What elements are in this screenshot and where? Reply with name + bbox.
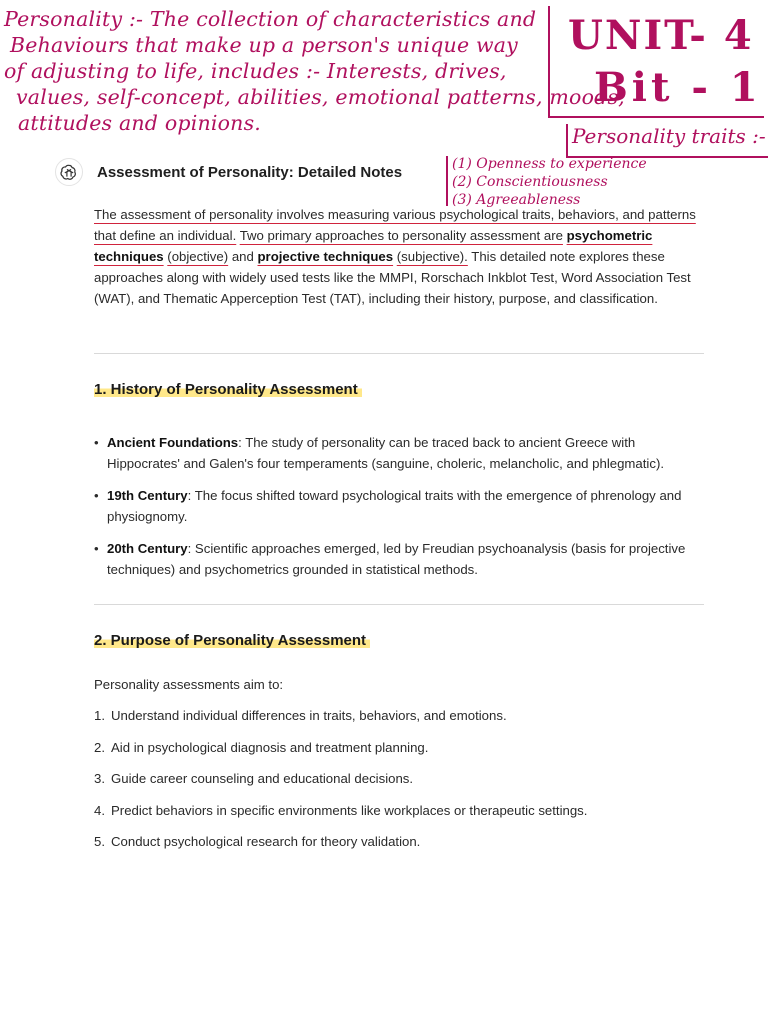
doc-title: Assessment of Personality: Detailed Notes — [97, 163, 403, 181]
traits-bracket — [446, 156, 448, 206]
list-item: • 19th Century: The focus shifted toward psychological traits with the emergence of phrenology and physiognomy. — [94, 485, 704, 527]
handwritten-line: of adjusting to life, includes :- Interests, drives, — [4, 59, 507, 83]
list-item: 5. Conduct psychological research for theory validation. — [94, 834, 421, 849]
divider — [94, 604, 704, 605]
purpose-list — [94, 705, 704, 863]
intro-sentence-3: This detailed note explores these approaches along with widely used tests like the MMPI, Rorschach Inkblot Test, Word Association Test (WAT), and Thematic Apperception Test (TAT), including their history, purpose, and classification. — [94, 249, 691, 306]
divider — [94, 353, 704, 354]
handwritten-line: Behaviours that make up a person's unique way — [10, 33, 518, 57]
list-item: 4. Predict behaviors in specific environments like workplaces or therapeutic settings. — [94, 802, 588, 818]
list-item: • 20th Century: Scientific approaches emerged, led by Freudian psychoanalysis (basis for projective techniques) and psychometrics grounded in statistical methods. — [94, 538, 704, 580]
unit-label: UNIT- 4 — [568, 12, 754, 59]
list-item: 1. Understand individual differences in traits, behaviors, and emotions. — [94, 708, 507, 723]
history-list — [94, 432, 704, 591]
intro-and: and — [231, 249, 254, 264]
list-item: 3. Guide career counseling and educational decisions. — [94, 771, 414, 786]
handwritten-line: Personality :- The collection of characteristics and — [4, 7, 537, 31]
section-heading-purpose: 2. Purpose of Personality Assessment — [94, 632, 370, 649]
purpose-lead: Personality assessments aim to: — [94, 677, 284, 692]
trait-item: (3) Agreeableness — [452, 192, 581, 208]
term-projective: projective techniques — [257, 249, 394, 264]
intro-paragraph — [94, 204, 704, 309]
handwritten-definition — [4, 6, 625, 136]
bit-label: Bit - 1 — [594, 64, 762, 111]
list-item: • Ancient Foundations: The study of personality can be traced back to ancient Greece with Hippocrates' and Galen's four temperaments (sanguine, choleric, melancholic, and phlegmatic). — [94, 432, 704, 474]
handwritten-line: values, self-concept, abilities, emotional patterns, moods, — [16, 85, 625, 109]
doc-header — [55, 158, 402, 186]
section-heading-history: 1. History of Personality Assessment — [94, 381, 362, 398]
list-item: 2. Aid in psychological diagnosis and treatment planning. — [94, 739, 429, 755]
term-psychometric: psychometric techniques — [94, 228, 653, 264]
openai-logo-icon — [55, 158, 83, 186]
unit-box — [548, 6, 764, 118]
handwritten-line: attitudes and opinions. — [18, 111, 262, 135]
term-note-objective: (objective) — [167, 249, 229, 264]
trait-item: (1) Openness to experience — [452, 156, 647, 172]
intro-sentence-1: The assessment of personality involves measuring various psychological traits, behaviors, and patterns that define an individual. — [94, 207, 696, 243]
trait-item: (2) Conscientiousness — [452, 174, 608, 190]
intro-sentence-2: Two primary approaches to personality assessment are — [239, 228, 563, 243]
term-note-subjective: (subjective). — [396, 249, 468, 264]
traits-label: Personality traits :- — [572, 124, 766, 148]
